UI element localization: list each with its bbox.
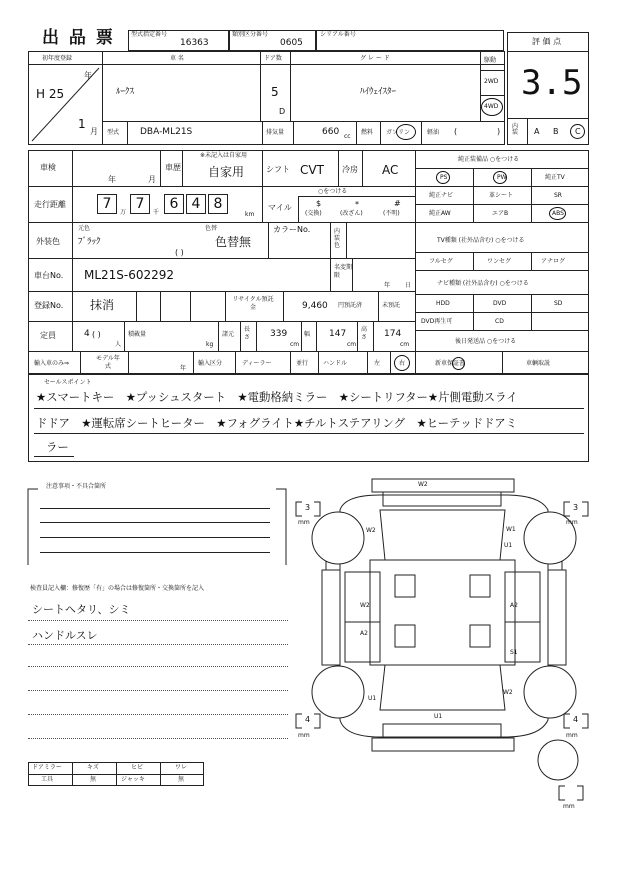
sales-label: セールスポイント bbox=[44, 379, 92, 386]
tv-analog: アナログ bbox=[541, 258, 566, 265]
damage-mark-3: W1 bbox=[506, 526, 516, 533]
width-value: 147 bbox=[329, 329, 347, 339]
grade-label: グ レ ー ド bbox=[360, 55, 390, 62]
fuel-gasoline: ガソリン bbox=[386, 129, 411, 136]
sales-line-3: ラー bbox=[46, 440, 69, 454]
repaint-label: 色替 bbox=[205, 225, 218, 232]
acc-tool-val: 無 bbox=[90, 776, 97, 783]
damage-mark-5: W2 bbox=[360, 602, 370, 609]
month-unit: 月 bbox=[90, 127, 98, 136]
inspector-label: 検査員記入欄：修復歴「有」の場合は修復箇所・交換箇所を記入 bbox=[30, 585, 205, 592]
recycle-label: リサイクル預託金 bbox=[232, 296, 274, 311]
equip-sr: SR bbox=[554, 192, 562, 199]
damage-mark-6: A2 bbox=[510, 602, 518, 609]
height-value: 174 bbox=[384, 329, 402, 339]
type-no-label: 型式指定番号 bbox=[131, 31, 168, 38]
navi-dvd-play: DVD再生可 bbox=[421, 318, 453, 325]
equip-navi: 純正ナビ bbox=[429, 192, 454, 199]
inspector-line-1: シートヘタリ、シミ bbox=[32, 603, 131, 616]
tv-oneseg: ワンセグ bbox=[487, 258, 512, 265]
shift-label: シフト bbox=[266, 165, 290, 174]
inspection-label: 車検 bbox=[40, 163, 56, 172]
equip-aw: 純正AW bbox=[429, 210, 451, 217]
height-unit: cm bbox=[400, 341, 410, 348]
class-no: 0605 bbox=[280, 38, 303, 48]
ac-value: AC bbox=[382, 163, 399, 177]
tv-label: TV種類 (社外品含む) ○をつける bbox=[437, 237, 525, 244]
acc-jack-val: 無 bbox=[178, 776, 185, 783]
equip-ps: PS bbox=[440, 174, 448, 181]
height-label: 高さ bbox=[361, 326, 368, 341]
drive-label: 駆動 bbox=[484, 57, 497, 64]
navi-label: ナビ種類 (社外品含む) ○をつける bbox=[437, 280, 529, 287]
grade-value: ﾊｲｳｪｲｽﾀｰ bbox=[360, 87, 397, 97]
name-change-label: 名変期限 bbox=[334, 264, 353, 279]
interior-label: 内装 bbox=[512, 123, 519, 136]
registration-label: 登録No. bbox=[34, 301, 64, 310]
model-year-unit: 年 bbox=[180, 365, 187, 372]
mileage-exchanged-sym: $ bbox=[316, 199, 322, 208]
original-color: ﾌﾞﾗｯｸ bbox=[78, 237, 101, 247]
tread-fr-unit: mm bbox=[566, 519, 578, 526]
first-reg-era: H 25 bbox=[36, 87, 65, 101]
acc-h-mirror: ドアミラー bbox=[32, 764, 62, 771]
type-no: 16363 bbox=[180, 38, 209, 48]
acc-jack: ジャッキ bbox=[121, 776, 145, 783]
navi-cd: CD bbox=[495, 318, 504, 325]
repaint-paren: ( ) bbox=[175, 248, 184, 257]
navi-dvd: DVD bbox=[493, 300, 507, 307]
mileage-circle-note: ○をつける bbox=[318, 188, 348, 195]
navi-hdd: HDD bbox=[436, 300, 450, 307]
load-label: 積載量 bbox=[128, 331, 147, 338]
inspection-year-unit: 年 bbox=[108, 175, 116, 184]
import-dealer: ディーラー bbox=[242, 360, 272, 367]
registration-value: 抹消 bbox=[90, 298, 115, 312]
interior-grade-c: C bbox=[575, 127, 581, 136]
kg-unit: kg bbox=[206, 341, 214, 348]
doors-label: ドア数 bbox=[264, 55, 282, 62]
equip-tv: 純正TV bbox=[545, 174, 565, 181]
rating-label: 評 価 点 bbox=[532, 37, 562, 46]
tv-fullseg: フルセグ bbox=[429, 258, 453, 265]
genuine-label: 純正装備品 ○をつける bbox=[458, 156, 520, 163]
drive-2wd: 2WD bbox=[484, 78, 499, 85]
length-label: 長さ bbox=[244, 326, 251, 341]
recycle-status: 円預託済 bbox=[338, 302, 363, 309]
tread-fl: 3 bbox=[305, 503, 311, 512]
doors-value: 5 bbox=[271, 85, 279, 99]
acc-tool: 工具 bbox=[41, 776, 54, 783]
mileage-tampered-sym: * bbox=[355, 200, 359, 209]
damage-mark-9: U1 bbox=[368, 695, 377, 702]
damage-mark-2: W2 bbox=[366, 527, 376, 534]
history-value: 自家用 bbox=[208, 165, 245, 179]
name-change-day: 日 bbox=[405, 282, 412, 289]
first-reg-label: 初年度登録 bbox=[42, 55, 73, 62]
first-reg-month: 1 bbox=[78, 117, 86, 131]
mileage-digit-2: 7 bbox=[130, 194, 150, 214]
mileage-unit-man: 万 bbox=[120, 209, 127, 216]
year-unit: 年 bbox=[84, 71, 92, 80]
mileage-exchanged: (交換) bbox=[305, 210, 322, 217]
recycle-value: 9,460 bbox=[302, 301, 328, 311]
capacity-label: 定員 bbox=[40, 331, 56, 340]
model-label: 型式 bbox=[107, 129, 120, 136]
mileage-digit-5: 8 bbox=[208, 194, 228, 214]
equip-abs: ABS bbox=[552, 210, 564, 217]
import-class-label: 輸入区分 bbox=[198, 360, 223, 367]
import-label: 輸入車のみ⇒ bbox=[34, 360, 70, 367]
color-label: 外装色 bbox=[36, 237, 60, 246]
spec-label: 諸元 bbox=[222, 331, 235, 338]
car-name: ﾙｰｸｽ bbox=[116, 87, 135, 97]
handle-right: 右 bbox=[399, 360, 406, 367]
equip-airbag: エアB bbox=[492, 210, 509, 217]
color-no-label: カラーNo. bbox=[273, 225, 311, 234]
interior-grade-b: B bbox=[553, 127, 559, 136]
drive-4wd: 4WD bbox=[484, 103, 499, 110]
mileage-unit: km bbox=[245, 211, 255, 218]
width-label: 幅 bbox=[304, 331, 311, 338]
mile-label: マイル bbox=[268, 203, 292, 212]
tread-rl-unit: mm bbox=[298, 732, 310, 739]
name-change-year: 年 bbox=[384, 282, 391, 289]
repaint-value: 色替無 bbox=[215, 235, 252, 249]
later-warranty: 新車保証書 bbox=[435, 360, 466, 367]
diesel-paren-left: ( bbox=[454, 127, 458, 136]
chassis-value: ML21S-602292 bbox=[84, 268, 175, 282]
length-unit: cm bbox=[290, 341, 300, 348]
rating-value: 3.5 bbox=[521, 63, 583, 103]
not-deposited: 未預託 bbox=[382, 302, 401, 309]
tread-fl-unit: mm bbox=[298, 519, 310, 526]
sales-line-2: ドドア ★運転席シートヒーター ★フォグライト★チルトステアリング ★ヒーテッドドアミ bbox=[36, 416, 517, 430]
mileage-digit-3: 6 bbox=[164, 194, 184, 214]
diesel-label: 軽油 bbox=[427, 129, 440, 136]
mileage-digit-1: 7 bbox=[97, 194, 117, 214]
original-color-label: 元色 bbox=[78, 225, 91, 232]
mileage-digit-4: 4 bbox=[186, 194, 206, 214]
mileage-unknown: (不明) bbox=[383, 210, 400, 217]
acc-h-crack: ヒビ bbox=[131, 764, 144, 771]
damage-mark-8: S1 bbox=[510, 649, 518, 656]
damage-mark-1: W2 bbox=[418, 481, 428, 488]
model-value: DBA-ML21S bbox=[140, 127, 193, 137]
shift-value: CVT bbox=[300, 163, 324, 177]
cc-unit: cc bbox=[344, 133, 351, 140]
tread-rr: 4 bbox=[573, 715, 579, 724]
displacement-value: 660 bbox=[322, 127, 340, 137]
displacement-label: 排気量 bbox=[266, 129, 285, 136]
car-name-label: 車 名 bbox=[170, 55, 184, 62]
inspector-line-2: ハンドルスレ bbox=[32, 629, 98, 642]
capacity-paren: ( ) bbox=[92, 330, 101, 339]
handle-label: ハンドル bbox=[323, 360, 348, 367]
person-unit: 人 bbox=[115, 341, 122, 348]
history-note: ※未記入は自家用 bbox=[200, 152, 248, 159]
damage-mark-10: W2 bbox=[503, 689, 513, 696]
mileage-unknown-sym: # bbox=[394, 199, 401, 208]
inspection-month-unit: 月 bbox=[148, 175, 156, 184]
later-manual: 車輌取説 bbox=[526, 360, 551, 367]
class-no-label: 類別区分番号 bbox=[232, 31, 269, 38]
damage-mark-11: U1 bbox=[434, 713, 443, 720]
tread-fr: 3 bbox=[573, 503, 579, 512]
acc-h-scratch: キズ bbox=[87, 764, 99, 771]
later-label: 後日発送品 ○をつける bbox=[455, 338, 517, 345]
equip-pw: PW bbox=[497, 174, 507, 181]
sheet-title: 出 品 票 bbox=[42, 28, 115, 48]
mileage-label: 走行距離 bbox=[34, 200, 66, 209]
handle-left: 左 bbox=[374, 360, 381, 367]
sales-line-1: ★スマートキー ★プッシュスタート ★電動格納ミラー ★シートリフター★片側電動スライ bbox=[36, 390, 518, 404]
navi-sd: SD bbox=[554, 300, 563, 307]
width-unit: cm bbox=[347, 341, 357, 348]
notes-label: 注意事項・不具合箇所 bbox=[46, 483, 107, 490]
interior-color-label: 内装色 bbox=[334, 228, 341, 249]
tread-rl: 4 bbox=[305, 715, 311, 724]
serial-label: シリアル番号 bbox=[320, 31, 356, 38]
chassis-label: 車台No. bbox=[34, 271, 64, 280]
equip-leather: 革シート bbox=[489, 192, 514, 199]
capacity-value: 4 bbox=[84, 329, 90, 339]
mileage-tampered: (改ざん) bbox=[340, 210, 363, 217]
fuel-label: 燃料 bbox=[361, 129, 374, 136]
acc-h-break: ワレ bbox=[175, 764, 188, 771]
model-year-label: モデル年式 bbox=[96, 355, 120, 370]
damage-mark-4: U1 bbox=[504, 542, 513, 549]
import-parallel: 並行 bbox=[296, 360, 309, 367]
tread-rr-unit: mm bbox=[566, 732, 578, 739]
door-type: D bbox=[279, 107, 286, 116]
length-value: 339 bbox=[270, 329, 288, 339]
ac-label: 冷房 bbox=[342, 165, 358, 174]
damage-mark-7: A2 bbox=[360, 630, 368, 637]
tread-spare-unit: mm bbox=[563, 803, 575, 810]
history-label: 車歴 bbox=[165, 163, 181, 172]
diesel-paren-right: ) bbox=[497, 127, 501, 136]
mileage-unit-sen: 千 bbox=[153, 209, 160, 216]
interior-grade-a: A bbox=[534, 127, 540, 136]
